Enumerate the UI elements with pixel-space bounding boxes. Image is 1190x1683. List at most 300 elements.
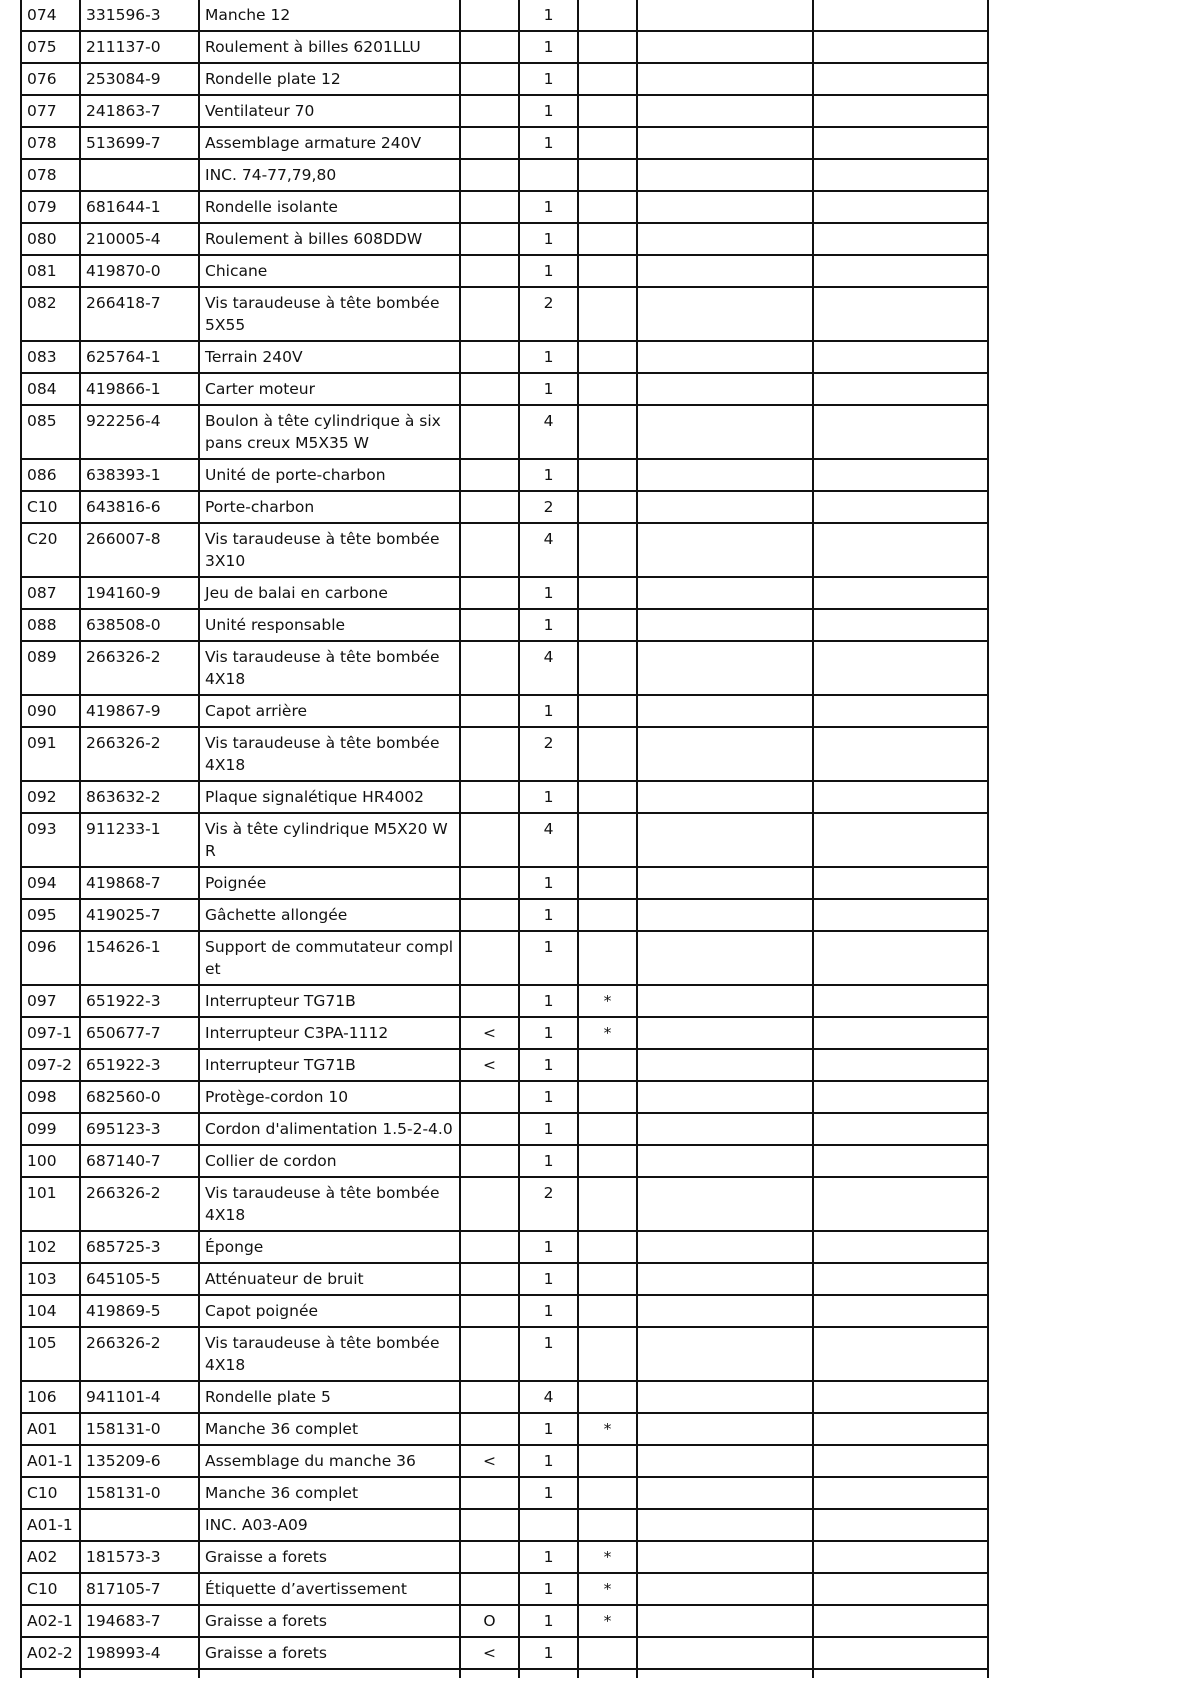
table-row bbox=[21, 159, 988, 191]
quantity: 1 bbox=[519, 31, 578, 63]
table-row bbox=[21, 727, 988, 781]
blank-cell bbox=[637, 159, 813, 191]
item-number: 086 bbox=[21, 459, 80, 491]
item-number: 100 bbox=[21, 1145, 80, 1177]
blank-cell bbox=[637, 867, 813, 899]
item-number: 081 bbox=[21, 255, 80, 287]
quantity: 1 bbox=[519, 1605, 578, 1637]
note-mark bbox=[578, 63, 637, 95]
change-mark: < bbox=[460, 1049, 519, 1081]
item-number: 087 bbox=[21, 577, 80, 609]
item-number: 084 bbox=[21, 373, 80, 405]
blank-cell bbox=[813, 0, 988, 31]
description: Chicane bbox=[199, 255, 460, 287]
quantity: 1 bbox=[519, 1049, 578, 1081]
item-number: 091 bbox=[21, 727, 80, 781]
note-mark bbox=[578, 255, 637, 287]
item-number: 083 bbox=[21, 341, 80, 373]
table-row bbox=[21, 1605, 988, 1637]
item-number: 102 bbox=[21, 1231, 80, 1263]
blank-cell bbox=[813, 577, 988, 609]
note-mark bbox=[578, 867, 637, 899]
blank-cell bbox=[813, 867, 988, 899]
description: Atténuateur de bruit bbox=[199, 1263, 460, 1295]
item-number: 079 bbox=[21, 191, 80, 223]
quantity: 1 bbox=[519, 373, 578, 405]
blank-cell bbox=[637, 813, 813, 867]
change-mark bbox=[460, 1231, 519, 1263]
description: Interrupteur TG71B bbox=[199, 1049, 460, 1081]
table-row bbox=[21, 491, 988, 523]
table-row bbox=[21, 191, 988, 223]
blank-cell bbox=[813, 813, 988, 867]
table-row bbox=[21, 523, 988, 577]
change-mark bbox=[460, 609, 519, 641]
blank-cell bbox=[813, 1541, 988, 1573]
quantity: 1 bbox=[519, 1573, 578, 1605]
description: Rondelle plate 12 bbox=[199, 63, 460, 95]
blank-cell bbox=[637, 405, 813, 459]
blank-cell bbox=[637, 695, 813, 727]
blank-cell bbox=[637, 459, 813, 491]
change-mark bbox=[460, 523, 519, 577]
item-number: 090 bbox=[21, 695, 80, 727]
blank-cell bbox=[813, 609, 988, 641]
table-row bbox=[21, 985, 988, 1017]
change-mark bbox=[460, 31, 519, 63]
blank-cell bbox=[637, 899, 813, 931]
blank-cell bbox=[813, 985, 988, 1017]
table-row bbox=[21, 341, 988, 373]
description: Interrupteur TG71B bbox=[199, 985, 460, 1017]
description: Graisse a forets bbox=[199, 1605, 460, 1637]
change-mark bbox=[460, 255, 519, 287]
item-number: C10 bbox=[21, 1573, 80, 1605]
item-number: 085 bbox=[21, 405, 80, 459]
table-row bbox=[21, 781, 988, 813]
item-number: 094 bbox=[21, 867, 80, 899]
blank-cell bbox=[813, 931, 988, 985]
change-mark bbox=[460, 95, 519, 127]
part-number: 638393-1 bbox=[80, 459, 199, 491]
description: Assemblage du manche 36 bbox=[199, 1445, 460, 1477]
quantity: 1 bbox=[519, 1081, 578, 1113]
part-number: 681644-1 bbox=[80, 191, 199, 223]
quantity: 2 bbox=[519, 491, 578, 523]
item-number: 101 bbox=[21, 1177, 80, 1231]
table-row bbox=[21, 1637, 988, 1669]
table-row bbox=[21, 1445, 988, 1477]
blank-cell bbox=[460, 1669, 519, 1678]
parts-list-page bbox=[20, 0, 989, 1678]
change-mark bbox=[460, 1081, 519, 1113]
quantity: 1 bbox=[519, 0, 578, 31]
description: Manche 36 complet bbox=[199, 1477, 460, 1509]
part-number: 685725-3 bbox=[80, 1231, 199, 1263]
item-number: A02 bbox=[21, 1541, 80, 1573]
change-mark: O bbox=[460, 1605, 519, 1637]
part-number: 419869-5 bbox=[80, 1295, 199, 1327]
blank-cell bbox=[813, 191, 988, 223]
change-mark: < bbox=[460, 1017, 519, 1049]
blank-cell bbox=[813, 727, 988, 781]
table-row bbox=[21, 1295, 988, 1327]
part-number: 650677-7 bbox=[80, 1017, 199, 1049]
table-row-continuation bbox=[21, 1669, 988, 1678]
item-number: 097 bbox=[21, 985, 80, 1017]
part-number: 158131-0 bbox=[80, 1413, 199, 1445]
note-mark: * bbox=[578, 1573, 637, 1605]
description: Ventilateur 70 bbox=[199, 95, 460, 127]
note-mark bbox=[578, 159, 637, 191]
part-number: 643816-6 bbox=[80, 491, 199, 523]
blank-cell bbox=[637, 931, 813, 985]
table-row bbox=[21, 1145, 988, 1177]
note-mark bbox=[578, 459, 637, 491]
blank-cell bbox=[813, 159, 988, 191]
table-row bbox=[21, 1573, 988, 1605]
item-number: C10 bbox=[21, 491, 80, 523]
note-mark bbox=[578, 899, 637, 931]
change-mark bbox=[460, 127, 519, 159]
description: Terrain 240V bbox=[199, 341, 460, 373]
description: Interrupteur C3PA-1112 bbox=[199, 1017, 460, 1049]
description: Vis taraudeuse à tête bombée 5X55 bbox=[199, 287, 460, 341]
part-number: 266007-8 bbox=[80, 523, 199, 577]
blank-cell bbox=[813, 1017, 988, 1049]
part-number: 817105-7 bbox=[80, 1573, 199, 1605]
note-mark bbox=[578, 1327, 637, 1381]
quantity: 2 bbox=[519, 727, 578, 781]
table-row bbox=[21, 1477, 988, 1509]
blank-cell bbox=[813, 1295, 988, 1327]
change-mark bbox=[460, 159, 519, 191]
blank-cell bbox=[519, 1669, 578, 1678]
change-mark bbox=[460, 867, 519, 899]
item-number: 092 bbox=[21, 781, 80, 813]
table-row bbox=[21, 1177, 988, 1231]
parts-table bbox=[20, 0, 989, 1678]
blank-cell bbox=[637, 1145, 813, 1177]
part-number bbox=[80, 1509, 199, 1541]
description: Rondelle isolante bbox=[199, 191, 460, 223]
item-number: A02-1 bbox=[21, 1605, 80, 1637]
blank-cell bbox=[813, 405, 988, 459]
table-row bbox=[21, 459, 988, 491]
note-mark bbox=[578, 813, 637, 867]
table-row bbox=[21, 95, 988, 127]
table-row bbox=[21, 255, 988, 287]
note-mark bbox=[578, 1177, 637, 1231]
item-number: 097-1 bbox=[21, 1017, 80, 1049]
table-row bbox=[21, 1327, 988, 1381]
quantity: 1 bbox=[519, 127, 578, 159]
change-mark bbox=[460, 0, 519, 31]
description: Poignée bbox=[199, 867, 460, 899]
item-number: 089 bbox=[21, 641, 80, 695]
blank-cell bbox=[813, 781, 988, 813]
part-number: 194160-9 bbox=[80, 577, 199, 609]
item-number: 096 bbox=[21, 931, 80, 985]
quantity: 1 bbox=[519, 459, 578, 491]
blank-cell bbox=[813, 1445, 988, 1477]
part-number: 638508-0 bbox=[80, 609, 199, 641]
item-number: 105 bbox=[21, 1327, 80, 1381]
blank-cell bbox=[637, 727, 813, 781]
note-mark bbox=[578, 931, 637, 985]
part-number: 513699-7 bbox=[80, 127, 199, 159]
quantity: 1 bbox=[519, 1477, 578, 1509]
table-row bbox=[21, 1081, 988, 1113]
blank-cell bbox=[813, 1113, 988, 1145]
part-number: 266326-2 bbox=[80, 727, 199, 781]
change-mark bbox=[460, 1177, 519, 1231]
note-mark bbox=[578, 373, 637, 405]
table-row bbox=[21, 405, 988, 459]
note-mark: * bbox=[578, 1017, 637, 1049]
quantity: 1 bbox=[519, 609, 578, 641]
blank-cell bbox=[637, 31, 813, 63]
note-mark bbox=[578, 1445, 637, 1477]
blank-cell bbox=[813, 1669, 988, 1678]
note-mark bbox=[578, 695, 637, 727]
description: Unité responsable bbox=[199, 609, 460, 641]
note-mark bbox=[578, 1263, 637, 1295]
part-number: 922256-4 bbox=[80, 405, 199, 459]
note-mark bbox=[578, 31, 637, 63]
quantity: 4 bbox=[519, 405, 578, 459]
part-number: 419867-9 bbox=[80, 695, 199, 727]
blank-cell bbox=[637, 1113, 813, 1145]
blank-cell bbox=[637, 1081, 813, 1113]
quantity: 1 bbox=[519, 1145, 578, 1177]
item-number: 074 bbox=[21, 0, 80, 31]
description: Vis à tête cylindrique M5X20 WR bbox=[199, 813, 460, 867]
description: Collier de cordon bbox=[199, 1145, 460, 1177]
item-number: 103 bbox=[21, 1263, 80, 1295]
description: Roulement à billes 608DDW bbox=[199, 223, 460, 255]
part-number: 419868-7 bbox=[80, 867, 199, 899]
change-mark bbox=[460, 405, 519, 459]
change-mark bbox=[460, 931, 519, 985]
description: Manche 12 bbox=[199, 0, 460, 31]
quantity: 4 bbox=[519, 1381, 578, 1413]
blank-cell bbox=[637, 1669, 813, 1678]
description: Rondelle plate 5 bbox=[199, 1381, 460, 1413]
blank-cell bbox=[813, 1605, 988, 1637]
table-row bbox=[21, 1381, 988, 1413]
change-mark bbox=[460, 1113, 519, 1145]
description: Unité de porte-charbon bbox=[199, 459, 460, 491]
blank-cell bbox=[637, 1295, 813, 1327]
part-number: 419025-7 bbox=[80, 899, 199, 931]
description: Jeu de balai en carbone bbox=[199, 577, 460, 609]
part-number: 253084-9 bbox=[80, 63, 199, 95]
part-number: 135209-6 bbox=[80, 1445, 199, 1477]
item-number: 099 bbox=[21, 1113, 80, 1145]
blank-cell bbox=[637, 223, 813, 255]
note-mark bbox=[578, 127, 637, 159]
table-row bbox=[21, 609, 988, 641]
change-mark bbox=[460, 191, 519, 223]
part-number: 181573-3 bbox=[80, 1541, 199, 1573]
quantity: 1 bbox=[519, 1231, 578, 1263]
part-number: 419866-1 bbox=[80, 373, 199, 405]
change-mark bbox=[460, 1295, 519, 1327]
blank-cell bbox=[813, 1477, 988, 1509]
table-row bbox=[21, 1231, 988, 1263]
blank-cell bbox=[637, 577, 813, 609]
note-mark bbox=[578, 609, 637, 641]
change-mark bbox=[460, 223, 519, 255]
blank-cell bbox=[813, 373, 988, 405]
description: Gâchette allongée bbox=[199, 899, 460, 931]
blank-cell bbox=[813, 1081, 988, 1113]
note-mark bbox=[578, 1049, 637, 1081]
blank-cell bbox=[813, 1327, 988, 1381]
quantity: 1 bbox=[519, 1295, 578, 1327]
change-mark bbox=[460, 459, 519, 491]
quantity: 4 bbox=[519, 641, 578, 695]
blank-cell bbox=[813, 1177, 988, 1231]
description: Éponge bbox=[199, 1231, 460, 1263]
blank-cell bbox=[813, 1573, 988, 1605]
part-number: 194683-7 bbox=[80, 1605, 199, 1637]
description: INC. 74-77,79,80 bbox=[199, 159, 460, 191]
blank-cell bbox=[813, 523, 988, 577]
blank-cell bbox=[637, 1381, 813, 1413]
description: Graisse a forets bbox=[199, 1541, 460, 1573]
change-mark bbox=[460, 1477, 519, 1509]
quantity bbox=[519, 1509, 578, 1541]
change-mark bbox=[460, 1145, 519, 1177]
blank-cell bbox=[637, 1509, 813, 1541]
quantity: 1 bbox=[519, 985, 578, 1017]
blank-cell bbox=[80, 1669, 199, 1678]
quantity: 1 bbox=[519, 1113, 578, 1145]
blank-cell bbox=[637, 1017, 813, 1049]
blank-cell bbox=[637, 127, 813, 159]
description: Assemblage armature 240V bbox=[199, 127, 460, 159]
description: Carter moteur bbox=[199, 373, 460, 405]
blank-cell bbox=[637, 63, 813, 95]
note-mark bbox=[578, 1113, 637, 1145]
blank-cell bbox=[637, 985, 813, 1017]
blank-cell bbox=[578, 1669, 637, 1678]
blank-cell bbox=[813, 31, 988, 63]
part-number: 682560-0 bbox=[80, 1081, 199, 1113]
part-number: 331596-3 bbox=[80, 0, 199, 31]
table-row bbox=[21, 1113, 988, 1145]
part-number: 198993-4 bbox=[80, 1637, 199, 1669]
blank-cell bbox=[813, 491, 988, 523]
blank-cell bbox=[813, 695, 988, 727]
note-mark bbox=[578, 1477, 637, 1509]
note-mark bbox=[578, 491, 637, 523]
change-mark bbox=[460, 727, 519, 781]
change-mark: < bbox=[460, 1445, 519, 1477]
quantity: 1 bbox=[519, 577, 578, 609]
description: Boulon à tête cylindrique à six pans creux M5X35 W bbox=[199, 405, 460, 459]
part-number: 911233-1 bbox=[80, 813, 199, 867]
description: Graisse a forets bbox=[199, 1637, 460, 1669]
description: Étiquette d’avertissement bbox=[199, 1573, 460, 1605]
note-mark bbox=[578, 1637, 637, 1669]
item-number: 076 bbox=[21, 63, 80, 95]
item-number: 082 bbox=[21, 287, 80, 341]
table-row bbox=[21, 31, 988, 63]
item-number: 095 bbox=[21, 899, 80, 931]
blank-cell bbox=[813, 1049, 988, 1081]
change-mark bbox=[460, 1263, 519, 1295]
part-number: 266326-2 bbox=[80, 1177, 199, 1231]
change-mark bbox=[460, 1541, 519, 1573]
table-row bbox=[21, 695, 988, 727]
change-mark bbox=[460, 63, 519, 95]
blank-cell bbox=[637, 609, 813, 641]
table-row bbox=[21, 931, 988, 985]
part-number: 241863-7 bbox=[80, 95, 199, 127]
change-mark bbox=[460, 577, 519, 609]
blank-cell bbox=[637, 1605, 813, 1637]
table-row bbox=[21, 373, 988, 405]
change-mark bbox=[460, 1573, 519, 1605]
table-row bbox=[21, 223, 988, 255]
blank-cell bbox=[637, 523, 813, 577]
note-mark: * bbox=[578, 985, 637, 1017]
note-mark bbox=[578, 191, 637, 223]
quantity: 1 bbox=[519, 781, 578, 813]
blank-cell bbox=[813, 459, 988, 491]
item-number: 106 bbox=[21, 1381, 80, 1413]
blank-cell bbox=[637, 1445, 813, 1477]
item-number: 078 bbox=[21, 127, 80, 159]
part-number: 419870-0 bbox=[80, 255, 199, 287]
blank-cell bbox=[637, 1413, 813, 1445]
part-number: 266418-7 bbox=[80, 287, 199, 341]
blank-cell bbox=[637, 781, 813, 813]
item-number: A01 bbox=[21, 1413, 80, 1445]
blank-cell bbox=[813, 1509, 988, 1541]
blank-cell bbox=[637, 1327, 813, 1381]
change-mark bbox=[460, 813, 519, 867]
change-mark bbox=[460, 1413, 519, 1445]
part-number: 687140-7 bbox=[80, 1145, 199, 1177]
quantity: 4 bbox=[519, 523, 578, 577]
item-number: 078 bbox=[21, 159, 80, 191]
blank-cell bbox=[637, 1541, 813, 1573]
quantity: 1 bbox=[519, 1541, 578, 1573]
change-mark bbox=[460, 641, 519, 695]
item-number: 080 bbox=[21, 223, 80, 255]
note-mark bbox=[578, 1509, 637, 1541]
description: Manche 36 complet bbox=[199, 1413, 460, 1445]
blank-cell bbox=[637, 641, 813, 695]
parts-table-body bbox=[21, 0, 988, 1678]
blank-cell bbox=[637, 1637, 813, 1669]
blank-cell bbox=[813, 95, 988, 127]
part-number: 210005-4 bbox=[80, 223, 199, 255]
change-mark bbox=[460, 373, 519, 405]
blank-cell bbox=[813, 1263, 988, 1295]
change-mark bbox=[460, 781, 519, 813]
blank-cell bbox=[813, 899, 988, 931]
blank-cell bbox=[637, 1263, 813, 1295]
table-row bbox=[21, 813, 988, 867]
quantity: 1 bbox=[519, 1263, 578, 1295]
note-mark bbox=[578, 95, 637, 127]
blank-cell bbox=[637, 373, 813, 405]
